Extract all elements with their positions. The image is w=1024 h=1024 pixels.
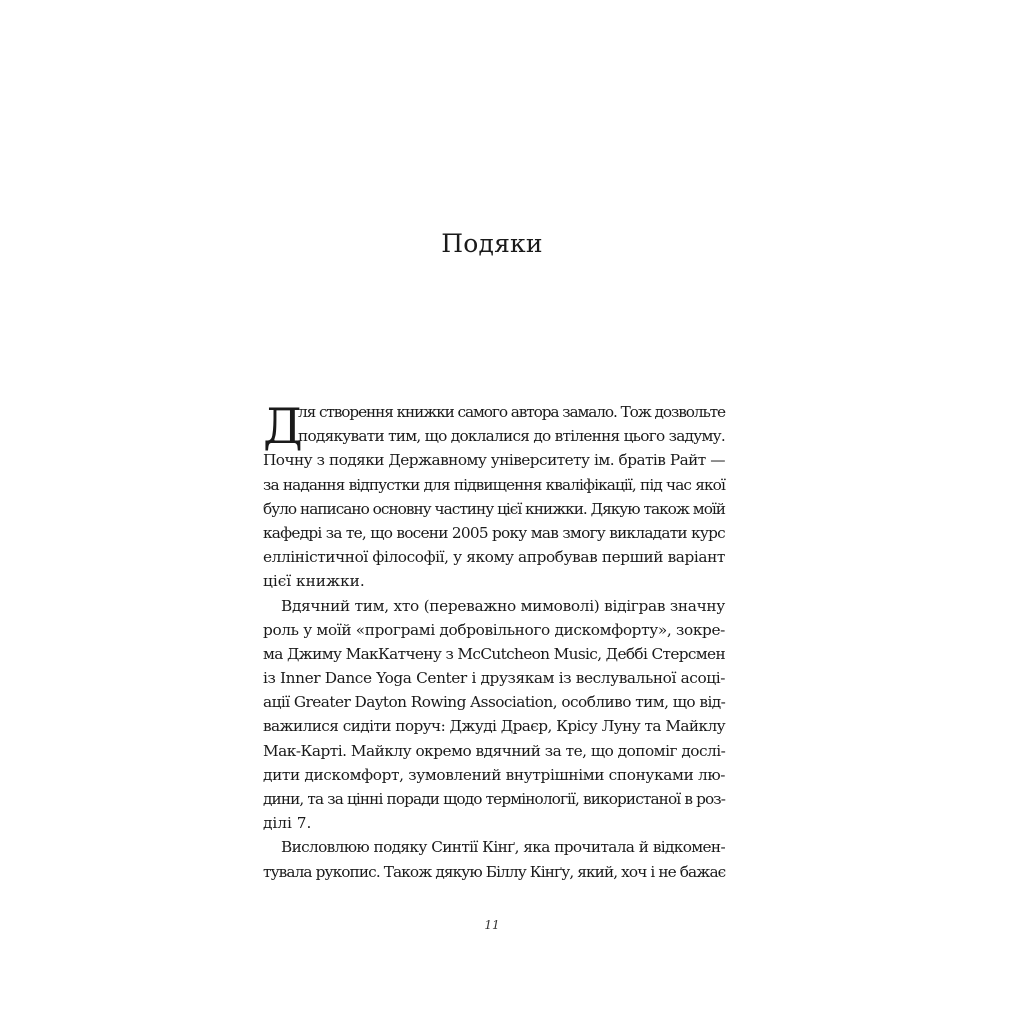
text-line: Почну з подяки Державному університету ім. братів Райт — [263,451,725,470]
page-number: 11 [484,918,500,932]
text-line: ділі 7. [263,814,312,833]
text-line: ля створення книжки самого автора замало. Тож дозвольте [298,403,725,421]
chapter-title: Подяки [441,229,543,258]
text-line: Мак-Карті. Майклу окремо вдячний за те, що допоміг дослі- [263,741,726,760]
text-line: подякувати тим, що доклалися до втілення цього задуму. [298,427,725,446]
text-line: дити дискомфорт, зумовлений внутрішніми спонуками лю- [263,765,726,784]
text-line: роль у моїй «програмі добровільного дискомфорту», зокре- [263,620,725,639]
drop-cap: Д [263,398,303,455]
text-line: дини, та за цінні поради щодо термінології, використаної в роз- [263,790,725,808]
text-line: Висловлюю подяку Синтії Кінґ, яка прочитала й відкомен- [281,838,725,857]
text-line: Вдячний тим, хто (переважно мимоволі) відіграв значну [281,596,725,615]
body-text [263,400,725,884]
text-line: важилися сидіти поруч: Джуді Драєр, Крісу Луну та Майклу [263,717,725,736]
text-line: цієї книжки. [263,572,365,591]
text-line: із Inner Dance Yoga Center і друзякам із веслувальної асоці- [263,669,725,688]
text-line: за надання відпустки для підвищення кваліфікації, під час якої [263,475,725,494]
text-line: ма Джиму МакКатчену з McCutcheon Music, Деббі Стерсмен [263,644,725,663]
text-line: ації Greater Dayton Rowing Association, особливо тим, що від- [263,693,726,712]
text-line: було написано основну частину цієї книжки. Дякую також моїй [263,499,725,518]
text-line: елліністичної філософії, у якому апробував перший варіант [263,548,725,567]
text-line: тувала рукопис. Також дякую Біллу Кінґу, який, хоч і не бажає [263,862,726,881]
text-line: кафедрі за те, що восени 2005 року мав змогу викладати курс [263,523,725,542]
